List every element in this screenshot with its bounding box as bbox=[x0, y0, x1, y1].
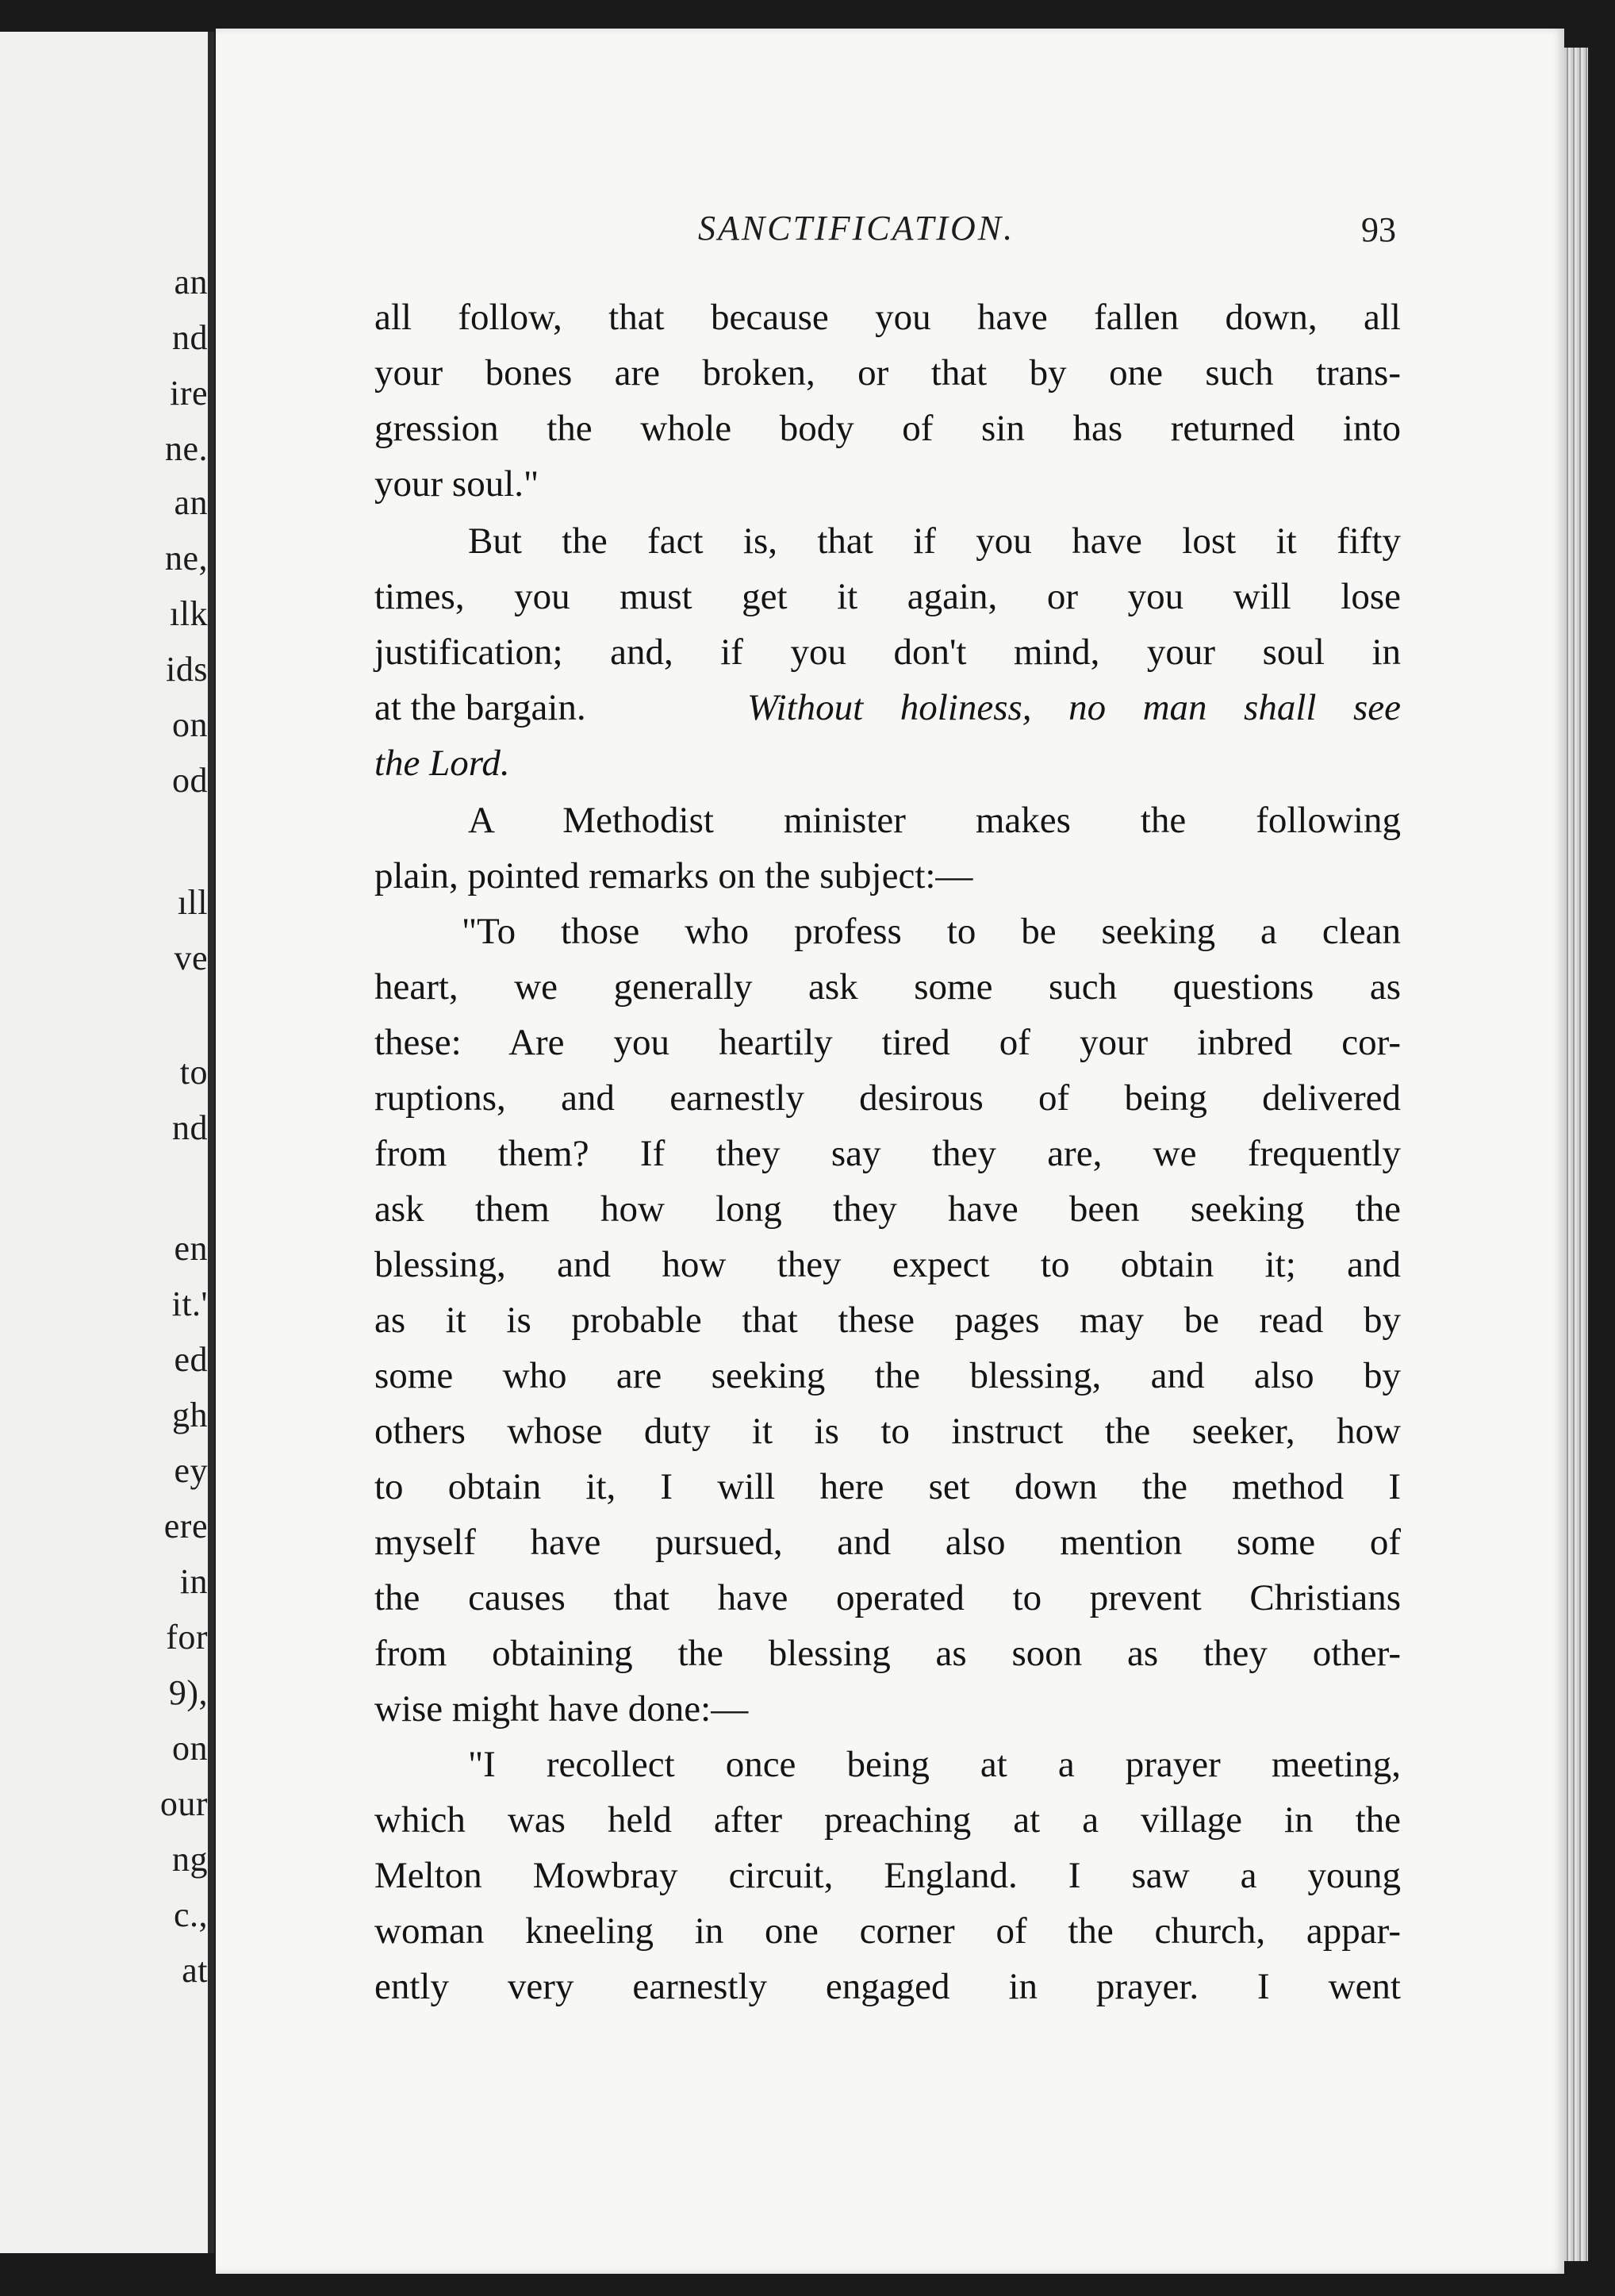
text-line: heart, we generally ask some such questions as bbox=[374, 966, 1401, 1008]
text-line: myself have pursued, and also mention some of bbox=[374, 1522, 1401, 1563]
text-line: the Lord. bbox=[374, 743, 510, 784]
facing-page-fragment: ere bbox=[163, 1507, 208, 1545]
facing-page-fragment: in bbox=[179, 1562, 208, 1601]
text-line: woman kneeling in one corner of the church, appar- bbox=[374, 1910, 1401, 1952]
facing-page-fragment: c., bbox=[173, 1895, 208, 1934]
facing-page-fragment: an bbox=[174, 263, 208, 301]
running-head: SANCTIFICATION. bbox=[698, 209, 1015, 248]
text-line: times, you must get it again, or you will lose bbox=[374, 576, 1401, 617]
text-line: from obtaining the blessing as soon as they other- bbox=[374, 1633, 1401, 1674]
text-line: the causes that have operated to prevent Christians bbox=[374, 1577, 1401, 1618]
facing-page-fragment: en bbox=[174, 1229, 208, 1268]
facing-page-fragment: for bbox=[166, 1618, 208, 1657]
facing-page-fragment: ne, bbox=[164, 539, 208, 578]
facing-page-fragment: to bbox=[179, 1053, 208, 1092]
text-line: "I recollect once being at a prayer meeting, bbox=[468, 1744, 1401, 1785]
facing-page-fragment: ire bbox=[170, 374, 208, 413]
facing-page-fragment: our bbox=[159, 1784, 208, 1823]
text-line: as it is probable that these pages may be read by bbox=[374, 1300, 1401, 1341]
text-line: justification; and, if you don't mind, your soul in bbox=[374, 632, 1401, 673]
facing-page-fragment: ıll bbox=[177, 883, 208, 922]
facing-page-fragment: ids bbox=[166, 650, 208, 689]
text-line: "To those who profess to be seeking a clean bbox=[462, 911, 1401, 952]
text-line: your bones are broken, or that by one such trans- bbox=[374, 352, 1401, 394]
facing-page-fragment: ey bbox=[174, 1451, 208, 1490]
text-line: others whose duty it is to instruct the seeker, how bbox=[374, 1411, 1401, 1452]
text-line: ruptions, and earnestly desirous of being delivered bbox=[374, 1077, 1401, 1119]
text-line: these: Are you heartily tired of your inbred cor- bbox=[374, 1022, 1401, 1063]
facing-page-fragment: ed bbox=[174, 1340, 208, 1379]
text-line: wise might have done:— bbox=[374, 1688, 749, 1730]
facing-page-fragment: 9), bbox=[168, 1673, 208, 1712]
facing-page-fragment: an bbox=[174, 483, 208, 522]
facing-page-fragment: ne. bbox=[164, 429, 208, 468]
facing-page-fragment: on bbox=[172, 705, 208, 744]
text-line: plain, pointed remarks on the subject:— bbox=[374, 855, 973, 897]
facing-page-fragment: od bbox=[172, 761, 208, 800]
text-line: blessing, and how they expect to obtain it; and bbox=[374, 1244, 1401, 1285]
page-edge bbox=[1564, 48, 1588, 2261]
text-line: from them? If they say they are, we frequently bbox=[374, 1133, 1401, 1174]
text-line: A Methodist minister makes the following bbox=[468, 800, 1401, 841]
facing-page-fragment: on bbox=[172, 1729, 208, 1768]
text-line: ently very earnestly engaged in prayer. I went bbox=[374, 1966, 1401, 2007]
text-line: gression the whole body of sin has returned into bbox=[374, 408, 1401, 449]
text-line: But the fact is, that if you have lost it fifty bbox=[468, 520, 1401, 562]
facing-page-fragment: ng bbox=[172, 1840, 208, 1879]
text-line: all follow, that because you have fallen down, all bbox=[374, 297, 1401, 338]
page-number: 93 bbox=[1361, 210, 1396, 249]
text-line-quote: Without holiness, no man shall see bbox=[747, 687, 1401, 728]
text-line: which was held after preaching at a village in the bbox=[374, 1799, 1401, 1841]
facing-page-fragment: at bbox=[182, 1951, 208, 1990]
text-line: ask them how long they have been seeking the bbox=[374, 1188, 1401, 1230]
facing-page-fragment: ılk bbox=[170, 594, 208, 633]
text-line: to obtain it, I will here set down the method I bbox=[374, 1466, 1401, 1507]
facing-page-fragment: nd bbox=[172, 318, 208, 357]
facing-page bbox=[0, 32, 214, 2253]
facing-page-fragment: nd bbox=[172, 1108, 208, 1147]
text-line: Melton Mowbray circuit, England. I saw a young bbox=[374, 1855, 1401, 1896]
facing-page-fragment: it.' bbox=[171, 1284, 208, 1323]
facing-page-fragment: gh bbox=[172, 1396, 208, 1434]
text-line: your soul." bbox=[374, 463, 539, 505]
facing-page-fragment: ve bbox=[174, 939, 208, 977]
text-line: at the bargain. bbox=[374, 687, 586, 728]
text-line: some who are seeking the blessing, and also by bbox=[374, 1355, 1401, 1396]
